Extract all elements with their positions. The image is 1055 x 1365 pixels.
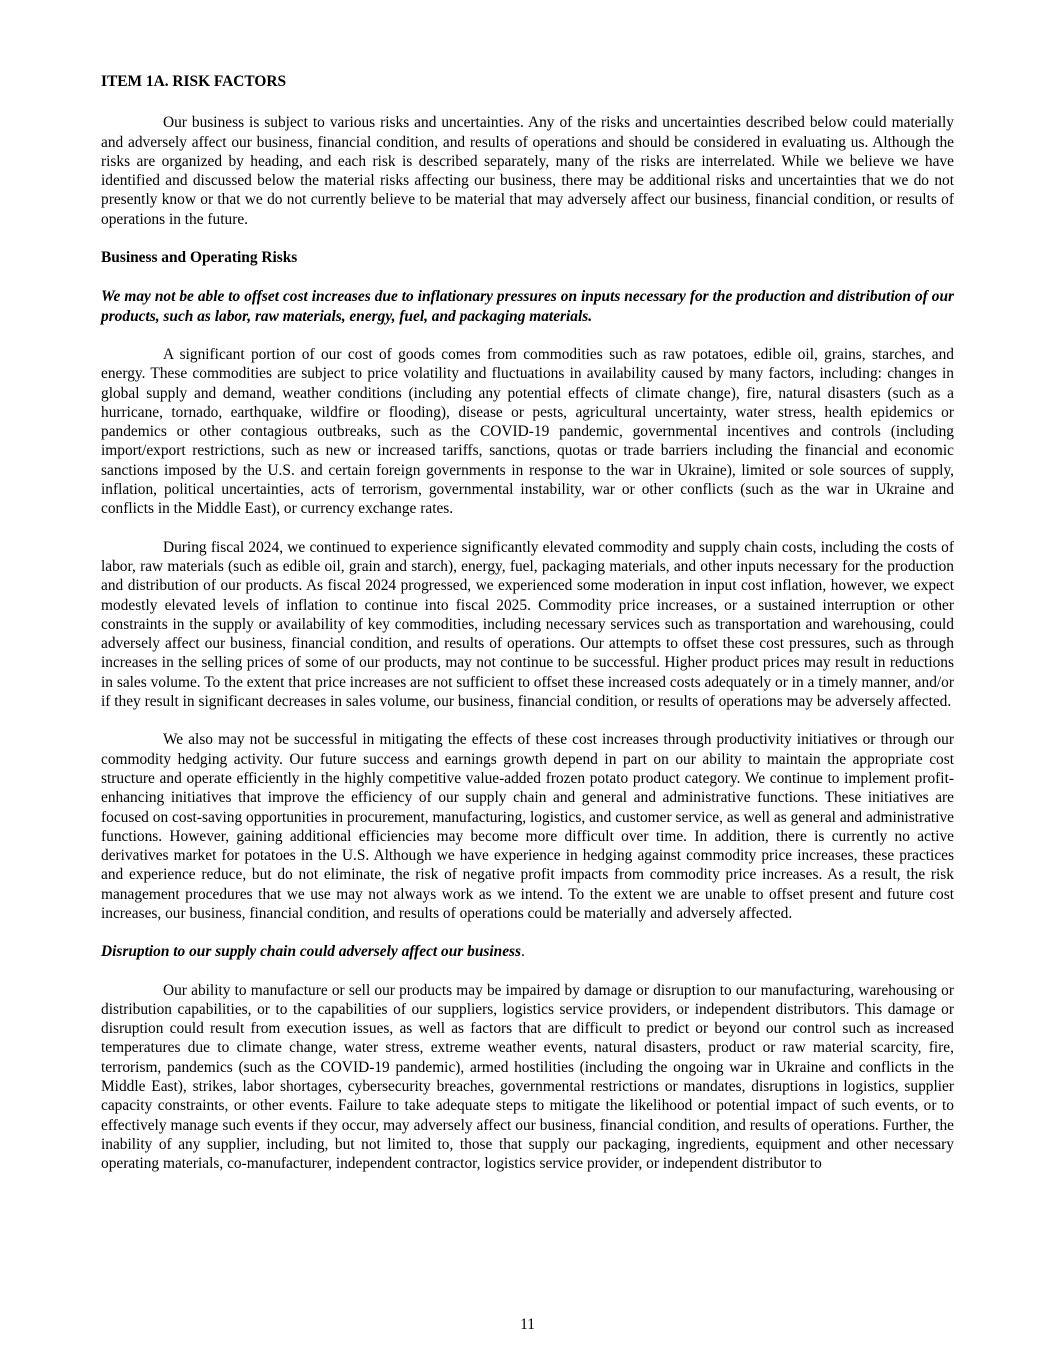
risk-2-title-period: . [521, 943, 525, 961]
document-page [101, 72, 954, 1193]
risk-title-supply-chain [101, 942, 954, 961]
risk-2-title-text: Disruption to our supply chain could adversely affect our business [101, 943, 522, 961]
risk-1-paragraph-2: During fiscal 2024, we continued to experience significantly elevated commodity and supply chain costs, including the costs of labor, raw materials (such as edible oil, grain and starch), energy, fuel, packaging materials, and other inputs necessary for the production and distribution of our products. As fiscal 2024 progressed, we experienced some moderation in input cost inflation, however, we expect modestly elevated levels of inflation to continue into fiscal 2025. Commodity price increases, or a sustained interruption or other constraints in the supply or availability of key commodities, including necessary services such as transportation and warehousing, could adversely affect our business, financial condition, and results of operations. Our attempts to offset these cost pressures, such as through increases in the selling prices of some of our products, may not continue to be successful. Higher product prices may result in reductions in sales volume. To the extent that price increases are not sufficient to offset these increased costs adequately or in a timely manner, and/or if they result in significant decreases in sales volume, our business, financial condition, or results of operations may be adversely affected. [101, 538, 954, 711]
risk-2-paragraph-1: Our ability to manufacture or sell our products may be impaired by damage or disruption to our manufacturing, warehousing or distribution capabilities, or to the capabilities of our suppliers, logistics service providers, or independent distributors. This damage or disruption could result from execution issues, as well as factors that are difficult to predict or beyond our control such as increased temperatures due to climate change, water stress, extreme weather events, natural disasters, product or raw material scarcity, fire, terrorism, pandemics (such as the COVID-19 pandemic), armed hostilities (including the ongoing war in Ukraine and conflicts in the Middle East), strikes, labor shortages, cybersecurity breaches, governmental restrictions or mandates, disruptions in logistics, supplier capacity constraints, or other events. Failure to take adequate steps to mitigate the likelihood or potential impact of such events, or to effectively manage such events if they occur, may adversely affect our business, financial condition, and results of operations. Further, the inability of any supplier, including, but not limited to, those that supply our packaging, ingredients, equipment and other necessary operating materials, co-manufacturer, independent contractor, logistics service provider, or independent distributor to [101, 981, 954, 1173]
intro-paragraph: Our business is subject to various risks and uncertainties. Any of the risks and uncertainties described below could materially and adversely affect our business, financial condition, and results of operations and should be considered in evaluating us. Although the risks are organized by heading, and each risk is described separately, many of the risks are interrelated. While we believe we have identified and discussed below the material risks affecting our business, there may be additional risks and uncertainties that we do not presently know or that we do not currently believe to be material that may adversely affect our business, financial condition, or results of operations in the future. [101, 114, 954, 228]
risk-1-paragraph-1: A significant portion of our cost of goods comes from commodities such as raw potatoes, edible oil, grains, starches, and energy. These commodities are subject to price volatility and fluctuations in availability caused by many factors, including: changes in global supply and demand, weather conditions (including any potential effects of climate change), fire, natural disasters (such as a hurricane, tornado, earthquake, wildfire or flooding), disease or pests, agricultural uncertainty, water stress, health epidemics or pandemics or other contagious outbreaks, such as the COVID-19 pandemic, governmental incentives and controls (including import/export restrictions, such as new or increased tariffs, sanctions, quotas or trade barriers including the financial and economic sanctions imposed by the U.S. and certain foreign governments in response to the war in Ukraine), limited or sole sources of supply, inflation, political uncertainties, acts of terrorism, governmental instability, war or other conflicts (such as the war in Ukraine and conflicts in the Middle East), or currency exchange rates. [101, 345, 954, 518]
section-heading: Business and Operating Risks [101, 249, 298, 267]
risk-title-inflation: We may not be able to offset cost increases due to inflationary pressures on inputs necessary for the production and distribution of our products, such as labor, raw materials, energy, fuel, and packaging materials. [101, 288, 954, 325]
page-number: 11 [520, 1316, 535, 1333]
risk-1-paragraph-3: We also may not be successful in mitigating the effects of these cost increases through productivity initiatives or through our commodity hedging activity. Our future success and earnings growth depend in part on our ability to maintain the appropriate cost structure and operate efficiently in the highly competitive value-added frozen potato product category. We continue to implement profit-enhancing initiatives that improve the efficiency of our supply chain and general and administrative functions. These initiatives are focused on cost-saving opportunities in procurement, manufacturing, logistics, and customer service, as well as general and administrative functions. However, gaining additional efficiencies may become more difficult over time. In addition, there is currently no active derivatives market for potatoes in the U.S. Although we have experience in hedging against commodity price increases, these practices and experience reduce, but do not eliminate, the risk of negative profit impacts from commodity price increases. As a result, the risk management procedures that we use may not always work as we intend. To the extent we are unable to offset present and future cost increases, our business, financial condition, and results of operations could be materially and adversely affected. [101, 731, 954, 922]
item-heading: ITEM 1A. RISK FACTORS [101, 73, 287, 90]
